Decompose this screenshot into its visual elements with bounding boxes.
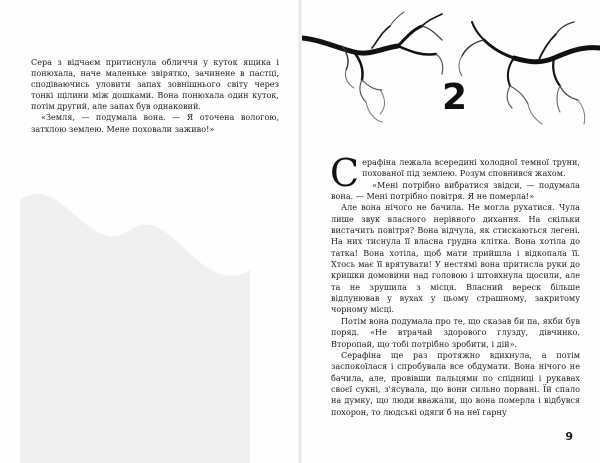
- paragraph: «Мені потрібно вибратися звідси, — подумала вона. — Мені потрібно повітря. Я не померла!»: [331, 179, 580, 202]
- right-page: [302, 0, 600, 463]
- drop-cap: С: [330, 151, 360, 195]
- paragraph: Сера з відчаєм притиснула обличчя у куток ящика і понюхала, наче маленьке звірятко, зачинене в пастці, сподіваючись уловити запах зовнішнього світу через тонкі щілини між дошками. Вона понюхала один куток, потім другий, але запах був однаковий.: [31, 57, 279, 112]
- paragraph: «Земля, — подумала вона. — Я оточена вологою, затхлою землею. Мене поховали заживо!»: [31, 112, 279, 134]
- right-page-text: [330, 151, 580, 418]
- paragraph: Потім вона подумала про те, що сказав би па, якби був поряд. «Не втрачай здорового глузду, дівчинко. Втоpопай, що тобі потрібно зробити, і дій».: [331, 315, 580, 349]
- paragraph: Серафіна ще раз протяжно вдихнула, а потім заспокоїлася і спробувала все обдумати. Вона нічого не бачила, але, провівши пальцями по спідниці і рукавах своєї сукні, з'ясувала, що вони сильно порвані. Їй спало на думку, що люди вважали, що вона померла і відбувся похорон, то людські одяги б на неї гарну: [331, 349, 580, 417]
- left-page-text: [31, 57, 279, 135]
- paragraph-text: ерафіна лежала всередині холодної темної труни, похованої під землею. Розум сповнився жахом.: [362, 157, 580, 179]
- paragraph: Але вона нічого не бачила. Не могла рухатися. Чула лише звук власного нерівного дихання. На скільки вистачить повітря? Вона відчула, як стискаються легені. На них тиснула її власна грудна клітка. Вона хотіла до татка! Вона хотіла, щоб мати прийшла і відкопала її. Хтось має її врятувати! У нестямі вона притисла руки до кришки домовини над головою і штовхнула щосили, але та не зрушила з місця. Власний вереск більше відлунював у вухах у цьому страшному, закритому чорному місці.: [331, 202, 580, 315]
- chapter-number: 2: [442, 77, 468, 118]
- left-page: [0, 0, 298, 463]
- page-number: 9: [565, 430, 573, 443]
